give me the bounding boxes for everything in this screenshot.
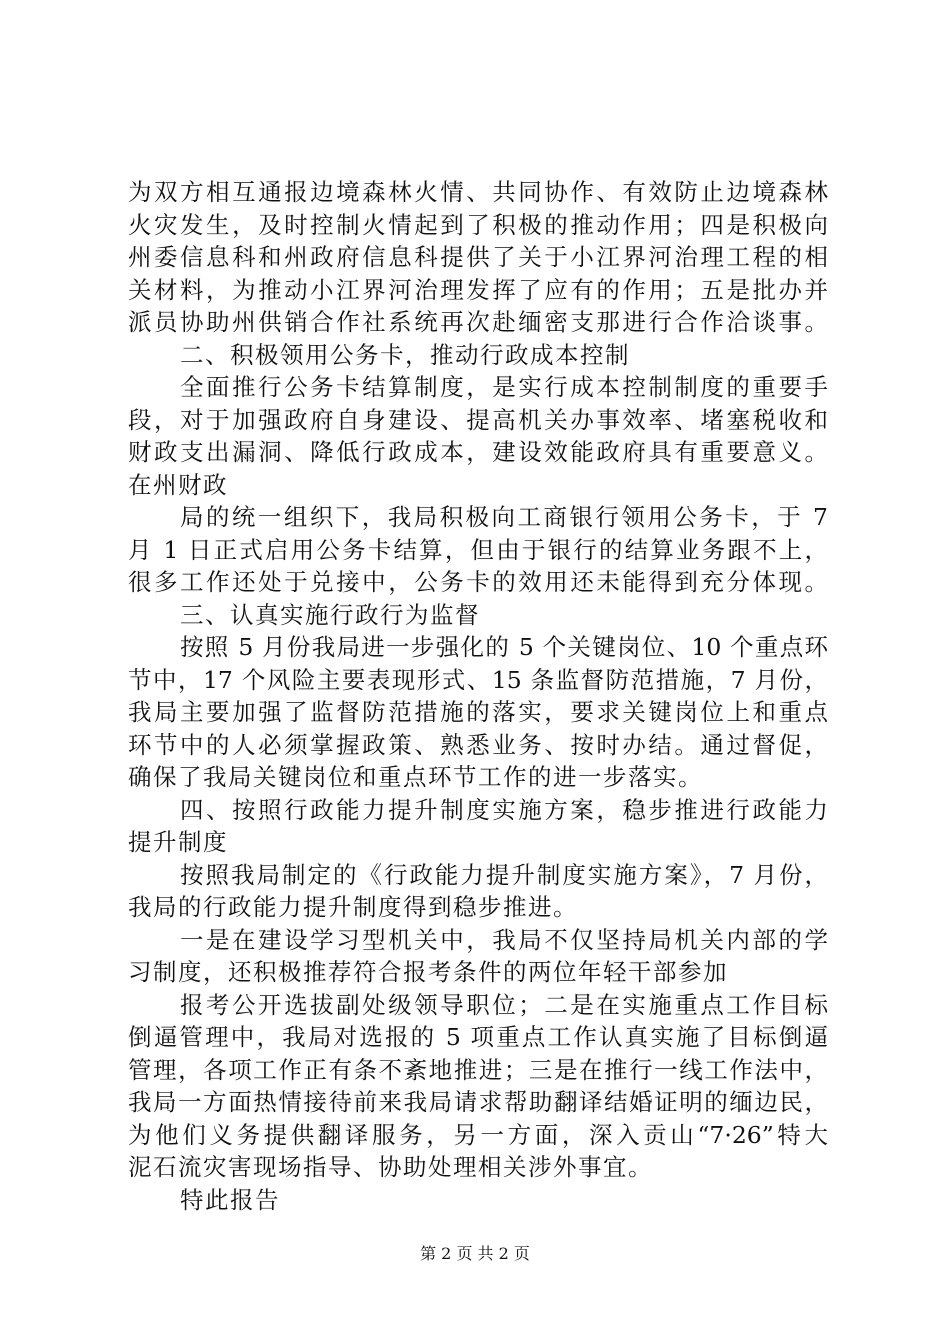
- text-line: 火灾发生，及时控制火情起到了积极的推动作用；四是积极向: [128, 210, 828, 239]
- text-line: 按照我局制定的《行政能力提升制度实施方案》，7 月份，: [180, 860, 828, 889]
- text-line: 泥石流灾害现场指导、协助处理相关涉外事宜。: [128, 1153, 653, 1181]
- text-line: 财政支出漏洞、降低行政成本，建设效能政府具有重要意义。: [128, 438, 828, 466]
- page-footer: 第 2 页 共 2 页: [420, 1244, 530, 1263]
- text-line: 段，对于加强政府自身建设、提高机关办事效率、堵塞税收和: [128, 405, 828, 434]
- text-line: 提升制度: [128, 828, 228, 856]
- text-line: 为双方相互通报边境森林火情、共同协作、有效防止边境森林: [128, 178, 828, 206]
- text-line: 我局主要加强了监督防范措施的落实，要求关键岗位上和重点: [128, 698, 828, 726]
- text-line: 四、按照行政能力提升制度实施方案，稳步推进行政能力: [180, 795, 828, 824]
- text-line: 三、认真实施行政行为监督: [180, 600, 480, 629]
- text-line: 派员协助州供销合作社系统再次赴缅密支那进行合作洽谈事。: [128, 308, 828, 336]
- text-line: 月 1 日正式启用公务卡结算，但由于银行的结算业务跟不上，: [128, 535, 828, 564]
- text-line: 一是在建设学习型机关中，我局不仅坚持局机关内部的学: [180, 925, 828, 954]
- text-line: 倒逼管理中，我局对选报的 5 项重点工作认真实施了目标倒逼: [128, 1023, 828, 1051]
- text-line: 特此报告: [180, 1185, 280, 1214]
- text-line: 节中，17 个风险主要表现形式、15 条监督防范措施，7 月份，: [128, 665, 828, 694]
- text-line: 很多工作还处于兑接中，公务卡的效用还未能得到充分体现。: [128, 568, 828, 596]
- text-line: 州委信息科和州政府信息科提供了关于小江界河治理工程的相: [128, 243, 828, 271]
- text-line: 环节中的人必须掌握政策、熟悉业务、按时办结。通过督促，: [128, 730, 828, 759]
- text-line: 局的统一组织下，我局积极向工商银行领用公务卡，于 7: [180, 503, 828, 531]
- text-line: 二、积极领用公务卡，推动行政成本控制: [180, 340, 630, 369]
- text-line: 为他们义务提供翻译服务，另一方面，深入贡山“7·26”特大: [128, 1120, 828, 1149]
- text-line: 在州财政: [128, 470, 228, 499]
- text-line: 全面推行公务卡结算制度，是实行成本控制制度的重要手: [180, 373, 828, 401]
- document-body: [128, 176, 828, 1216]
- text-line: 确保了我局关键岗位和重点环节工作的进一步落实。: [128, 763, 703, 791]
- text-line: 按照 5 月份我局进一步强化的 5 个关键岗位、10 个重点环: [180, 633, 828, 661]
- text-line: 我局一方面热情接待前来我局请求帮助翻译结婚证明的缅边民，: [128, 1088, 828, 1116]
- text-line: 关材料，为推动小江界河治理发挥了应有的作用；五是批办并: [128, 275, 828, 304]
- text-line: 我局的行政能力提升制度得到稳步推进。: [128, 893, 578, 921]
- text-line: 习制度，还积极推荐符合报考条件的两位年轻干部参加: [128, 958, 728, 986]
- text-line: 报考公开选拔副处级领导职位；二是在实施重点工作目标: [180, 990, 828, 1019]
- text-line: 管理，各项工作正有条不紊地推进；三是在推行一线工作法中，: [128, 1055, 828, 1084]
